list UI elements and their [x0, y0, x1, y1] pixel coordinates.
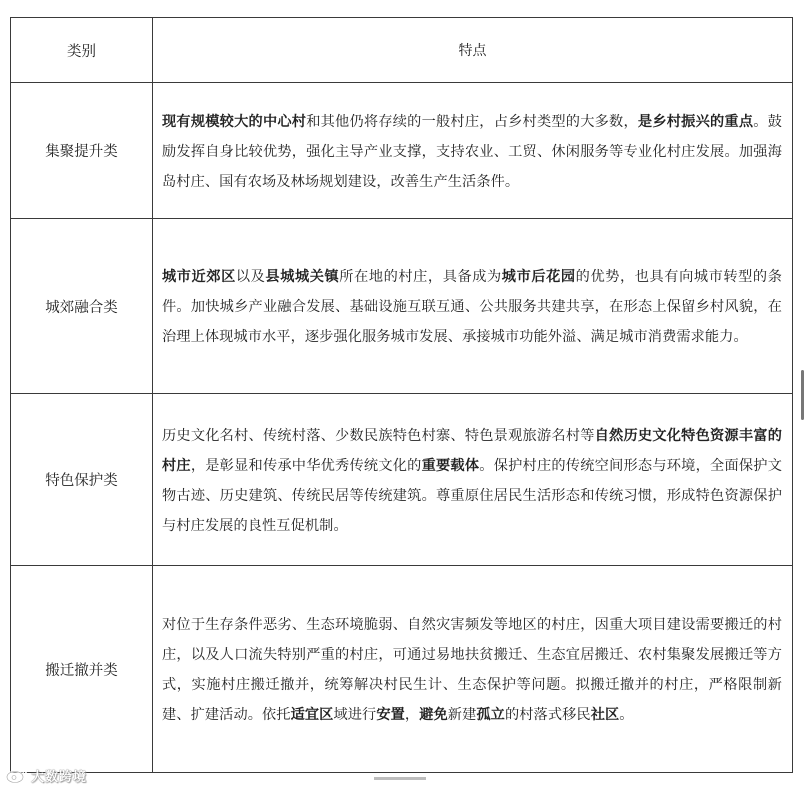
watermark-text: 大数跨境 [31, 769, 88, 785]
table-row [11, 394, 793, 566]
emphasis-text: 安置 [376, 707, 405, 723]
watermark [6, 765, 87, 785]
description-cell [153, 394, 793, 566]
category-cell: 特色保护类 [11, 394, 153, 566]
description-text: 所在地的村庄，具备成为 [339, 269, 502, 285]
scrollbar-thumb[interactable] [801, 370, 804, 420]
emphasis-text: 重要载体 [421, 457, 480, 474]
category-cell: 城郊融合类 [11, 219, 153, 394]
category-cell: 搬迁撤并类 [11, 566, 153, 773]
emphasis-text: 孤立 [476, 707, 505, 723]
description-cell [153, 566, 793, 773]
header-features: 特点 [153, 18, 793, 83]
emphasis-text: 适宜区 [290, 707, 334, 723]
page-bottom-indicator [374, 777, 426, 780]
description-cell [153, 83, 793, 219]
description-cell [153, 219, 793, 394]
description-text: ， [404, 707, 420, 723]
emphasis-text: 是乡村振兴的重点 [637, 113, 754, 130]
description-text: 和其他仍将存续的一般村庄，占乡村类型的大多数， [306, 113, 638, 130]
description-text: 以及 [235, 269, 266, 285]
description-text: 的村落式移民 [504, 707, 591, 723]
emphasis-text: 避免 [419, 707, 448, 723]
description-text: 域进行 [333, 707, 377, 723]
emphasis-text: 城市近郊区 [162, 269, 236, 285]
category-cell: 集聚提升类 [11, 83, 153, 219]
description-text: ，是彰显和传承中华优秀传统文化的 [190, 457, 422, 474]
description-text: 的优势，也具有向城市转型的条件。加快城乡产业融合发展、基础设施互联互通、公共服务共建共享，在形态上保留乡村风貌，在治理上体现城市水平，逐步强化服务城市发展、承接城市功能外溢、满足城市消费需求能力。 [162, 269, 782, 345]
emphasis-text: 城市后花园 [501, 269, 576, 285]
table-row [11, 566, 793, 773]
emphasis-text: 现有规模较大的中心村 [162, 113, 307, 130]
header-category: 类别 [11, 18, 153, 83]
table-row [11, 219, 793, 394]
description-text: 新建 [447, 707, 477, 723]
weibo-logo-icon [6, 766, 28, 784]
description-text: 。 [619, 707, 634, 723]
description-text: 历史文化名村、传统村落、少数民族特色村寨、特色景观旅游名村等 [162, 427, 595, 444]
description-text: 。保护村庄的传统空间形态与环境，全面保护文物古迹、历史建筑、传统民居等传统建筑。尊重原住居民生活形态和传统习惯，形成特色资源保护与村庄发展的良性互促机制。 [162, 457, 782, 534]
village-classification-table [10, 17, 793, 773]
description-text: 。鼓励发挥自身比较优势，强化主导产业支撑，支持农业、工贸、休闲服务等专业化村庄发展。加强海岛村庄、国有农场及林场规划建设，改善生产生活条件。 [162, 113, 782, 190]
description-text: 对位于生存条件恶劣、生态环境脆弱、自然灾害频发等地区的村庄，因重大项目建设需要搬迁的村庄，以及人口流失特别严重的村庄，可通过易地扶贫搬迁、生态宜居搬迁、农村集聚发展搬迁等方式，实施村庄搬迁撤并，统筹解决村民生计、生态保护等问题。拟搬迁撤并的村庄，严格限制新建、扩建活动。依托 [162, 617, 782, 723]
emphasis-text: 社区 [590, 707, 620, 723]
emphasis-text: 自然历史文化特色资源丰富的村庄 [162, 427, 782, 474]
table-header-row [11, 18, 793, 83]
table-row [11, 83, 793, 219]
emphasis-text: 县城城关镇 [265, 269, 340, 285]
